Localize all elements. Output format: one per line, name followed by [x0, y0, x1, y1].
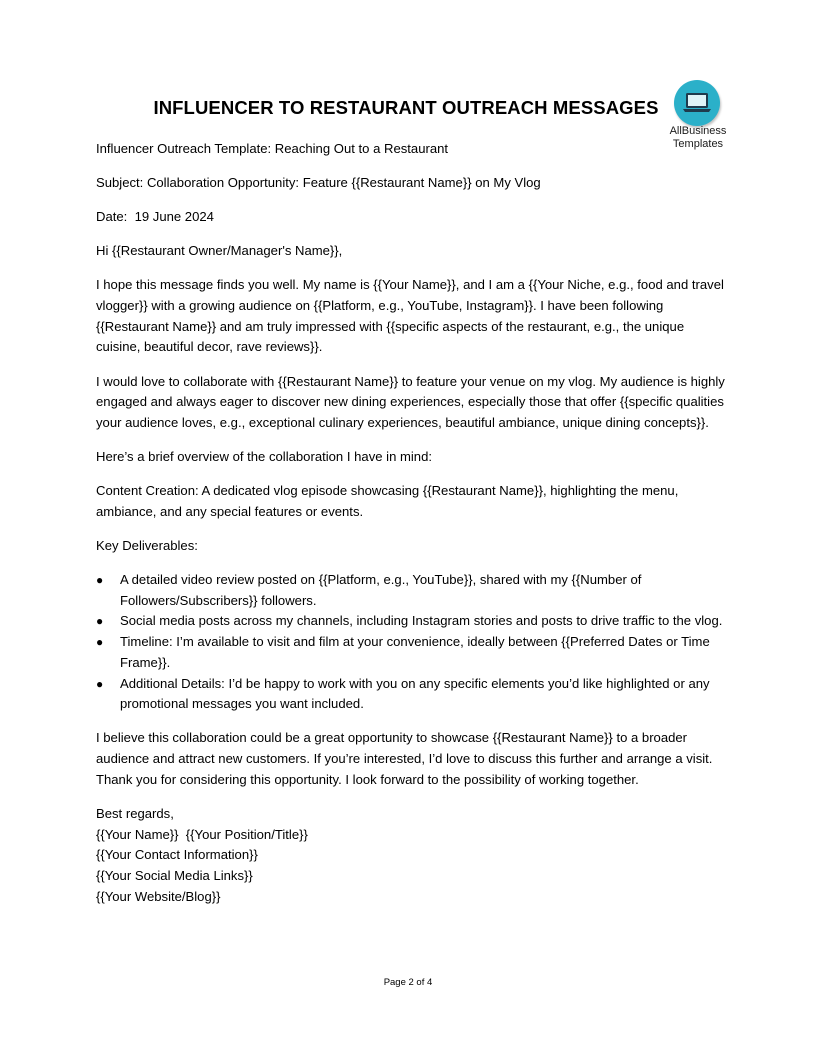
signature-social: {{Your Social Media Links}} [96, 867, 253, 883]
list-item-text: Social media posts across my channels, including Instagram stories and posts to drive traffic to the vlog. [120, 613, 723, 629]
signature-block [96, 804, 726, 908]
document-title: INFLUENCER TO RESTAURANT OUTREACH MESSAGES [153, 97, 659, 118]
overview-line: Here’s a brief overview of the collaboration I have in mind: [96, 449, 433, 465]
list-item [96, 611, 726, 632]
template-subtitle: Influencer Outreach Template: Reaching Out to a Restaurant [96, 141, 449, 156]
bullet-icon: ● [96, 635, 104, 650]
list-item [96, 632, 726, 673]
laptop-icon [674, 80, 720, 126]
list-item-text: Timeline: I’m available to visit and film at your convenience, ideally between {{Preferred Dates or Time Frame}}. [120, 634, 710, 670]
signature-name-position: {{Your Name}} {{Your Position/Title}} [96, 826, 308, 842]
collaboration-paragraph: I would love to collaborate with {{Restaurant Name}} to feature your venue on my vlog. My audience is highly engaged and always eager to discover new dining experiences, especially those that offer {{specific qualities your audience loves, e.g., exceptional culinary experiences, beautiful ambiance, unique dining concepts}}. [96, 373, 725, 430]
content-creation-paragraph: Content Creation: A dedicated vlog episode showcasing {{Restaurant Name}}, highlighting the menu, ambiance, and any special features or events. [96, 483, 679, 519]
bullet-icon: ● [96, 676, 104, 691]
list-item-text: Additional Details: I’d be happy to work with you on any specific elements you’d like highlighted or any promotional messages you want included. [120, 675, 710, 712]
signature-regards: Best regards, [96, 805, 174, 821]
signature-website: {{Your Website/Blog}} [96, 888, 221, 904]
deliverables-heading: Key Deliverables: [96, 537, 198, 553]
list-item-text: A detailed video review posted on {{Platform, e.g., YouTube}}, shared with my {{Number of Followers/Subscribers}} followers. [120, 572, 642, 608]
document-body [96, 139, 726, 907]
logo-badge [674, 80, 720, 126]
subject-line: Subject: Collaboration Opportunity: Feature {{Restaurant Name}} on My Vlog [96, 175, 541, 191]
intro-paragraph: I hope this message finds you well. My name is {{Your Name}}, and I am a {{Your Niche, e.g., food and travel vlogger}} with a growing audience on {{Platform, e.g., YouTube, Instagram}}. I have been following {{Restaurant Name}} and am truly impressed with {{specific aspects of the restaurant, e.g., the unique cuisine, beautiful decor, rave reviews}}. [96, 277, 724, 355]
date-line: Date: 19 June 2024 [96, 209, 214, 225]
closing-paragraph: I believe this collaboration could be a great opportunity to showcase {{Restaurant Name}} to a broader audience and attract new customers. If you’re interested, I’d love to discuss this further and arrange a visit. Thank you for considering this opportunity. I look forward to the possibility of working together. [96, 730, 713, 787]
logo-text-line1: AllBusiness [669, 125, 727, 137]
bullet-icon: ● [96, 573, 104, 588]
logo-text-line2: Templates [672, 138, 724, 150]
bullet-icon: ● [96, 614, 104, 629]
signature-contact: {{Your Contact Information}} [96, 847, 258, 863]
greeting: Hi {{Restaurant Owner/Manager's Name}}, [96, 243, 343, 259]
list-item [96, 570, 726, 611]
page-number: Page 2 of 4 [383, 977, 433, 988]
deliverables-list [96, 570, 726, 715]
list-item [96, 674, 726, 715]
